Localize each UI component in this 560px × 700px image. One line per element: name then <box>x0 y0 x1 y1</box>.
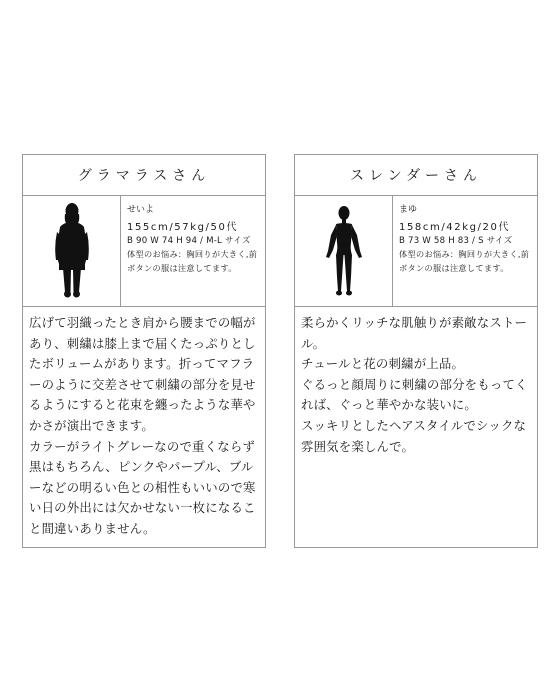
description-paragraph: 柔らかくリッチな肌触りが素敵なストール。 <box>301 315 528 351</box>
profile-card-slender <box>294 154 538 548</box>
description-paragraph: ぐるっと顔周りに刺繍の部分をもってくれば、ぐっと華やかな装いに。 <box>301 376 528 413</box>
model-name: まゆ <box>399 205 418 215</box>
card-title: グラマラスさん <box>23 155 265 196</box>
model-name: せいよ <box>127 205 155 215</box>
description <box>295 307 537 457</box>
description-paragraph: カラーがライトグレーなので重くならず黒はもちろん、ピンクやパープル、ブルーなどの明るい色との相性もいいので寒い日の外出には欠かせない一枚になること間違いありません。 <box>29 438 256 536</box>
model-measurements: B 90 W 74 H 94 / M-L サイズ <box>127 235 251 246</box>
model-stats: 158cm/42kg/20代 <box>399 221 511 233</box>
silhouette-cell <box>23 196 121 306</box>
model-concern: 体型のお悩み：胸回りが大きく,前ボタンの服は注意してます。 <box>127 249 258 273</box>
silhouette-cell <box>295 196 393 306</box>
slender-silhouette-icon <box>322 205 366 297</box>
glamorous-silhouette-icon <box>52 202 92 300</box>
description-paragraph: チュールと花の刺繍が上品。 <box>301 356 465 372</box>
profile-row <box>295 196 537 307</box>
profile-info <box>121 196 265 306</box>
model-stats: 155cm/57kg/50代 <box>127 221 239 233</box>
description-paragraph: 広げて羽織ったとき肩から腰までの幅があり、刺繍は膝上まで届くたっぷりとしたボリュームがあります。折ってマフラーのように交差させて刺繍の部分を見せるようにすると花束を纏ったような華やかさが演出できます。 <box>29 315 256 433</box>
model-measurements: B 73 W 58 H 83 / S サイズ <box>399 235 513 246</box>
description <box>23 307 265 540</box>
profile-row <box>23 196 265 307</box>
profile-info <box>393 196 537 306</box>
profile-card-glamorous <box>22 154 266 548</box>
model-concern: 体型のお悩み：胸回りが大きく,前ボタンの服は注意してます。 <box>399 249 530 273</box>
description-paragraph: スッキリとしたヘアスタイルでシックな雰囲気を楽しんで。 <box>301 417 527 454</box>
card-title: スレンダーさん <box>295 155 537 196</box>
